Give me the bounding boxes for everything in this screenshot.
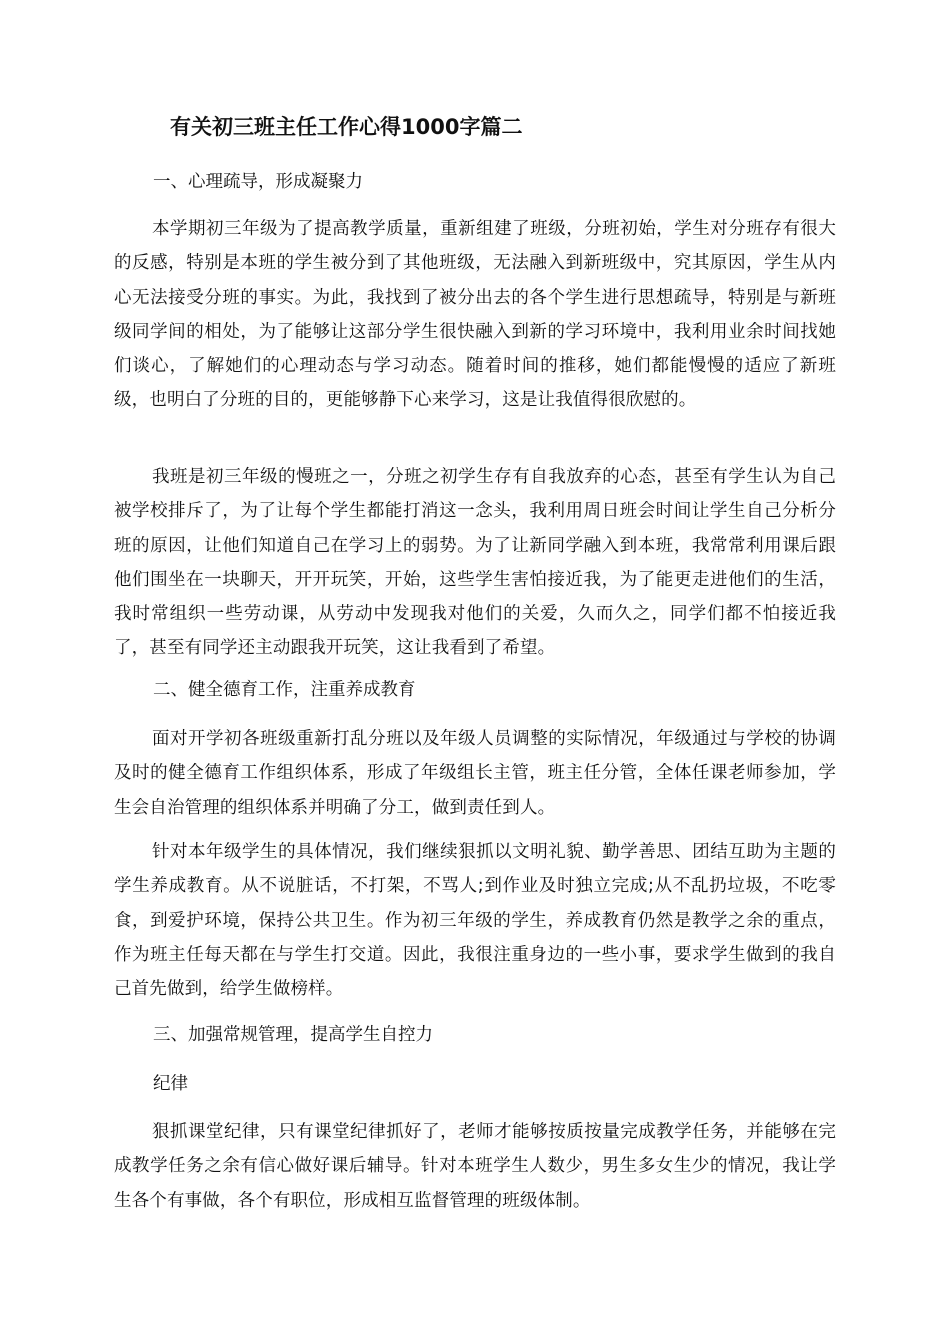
section-heading-2: 二、健全德育工作，注重养成教育 (153, 680, 416, 700)
section-heading-3: 三、加强常规管理，提高学生自控力 (153, 1025, 433, 1045)
paragraph-3: 面对开学初各班级重新打乱分班以及年级人员调整的实际情况，年级通过与学校的协调及时的健全德育工作组织体系，形成了年级组长主管，班主任分管，全体任课老师参加，学生会自治管理的组织体系并明确了分工，做到责任到人。 (114, 729, 836, 818)
paragraph-5: 狠抓课堂纪律，只有课堂纪律抓好了，老师才能够按质按量完成教学任务，并能够在完成教学任务之余有信心做好课后辅导。针对本班学生人数少，男生多女生少的情况，我让学生各个有事做，各个有职位，形成相互监督管理的班级体制。 (114, 1122, 836, 1211)
section-heading-1: 一、心理疏导，形成凝聚力 (153, 172, 363, 192)
paragraph-2: 我班是初三年级的慢班之一，分班之初学生存有自我放弃的心态，甚至有学生认为自己被学校排斥了，为了让每个学生都能打消这一念头，我利用周日班会时间让学生自己分析分班的原因，让他们知道自己在学习上的弱势。为了让新同学融入到本班，我常常利用课后跟他们围坐在一块聊天，开开玩笑，开始，这些学生害怕接近我，为了能更走进他们的生活，我时常组织一些劳动课，从劳动中发现我对他们的关爱，久而久之，同学们都不怕接近我了，甚至有同学还主动跟我开玩笑，这让我看到了希望。 (114, 467, 836, 659)
paragraph-4: 针对本年级学生的具体情况，我们继续狠抓以文明礼貌、勤学善思、团结互助为主题的学生养成教育。从不说脏话，不打架，不骂人;到作业及时独立完成;从不乱扔垃圾，不吃零食，到爱护环境，保持公共卫生。作为初三年级的学生，养成教育仍然是教学之余的重点，作为班主任每天都在与学生打交道。因此，我很注重身边的一些小事，要求学生做到的我自己首先做到，给学生做榜样。 (114, 842, 836, 1000)
paragraph-1: 本学期初三年级为了提高教学质量，重新组建了班级，分班初始，学生对分班存有很大的反感，特别是本班的学生被分到了其他班级，无法融入到新班级中，究其原因，学生从内心无法接受分班的事实。为此，我找到了被分出去的各个学生进行思想疏导，特别是与新班级同学间的相处，为了能够让这部分学生很快融入到新的学习环境中，我利用业余时间找她们谈心，了解她们的心理动态与学习动态。随着时间的推移，她们都能慢慢的适应了新班级，也明白了分班的目的，更能够静下心来学习，这是让我值得很欣慰的。 (114, 219, 836, 411)
document-title: 有关初三班主任工作心得1000字篇二 (170, 115, 523, 139)
subsection-heading: 纪律 (153, 1074, 188, 1094)
